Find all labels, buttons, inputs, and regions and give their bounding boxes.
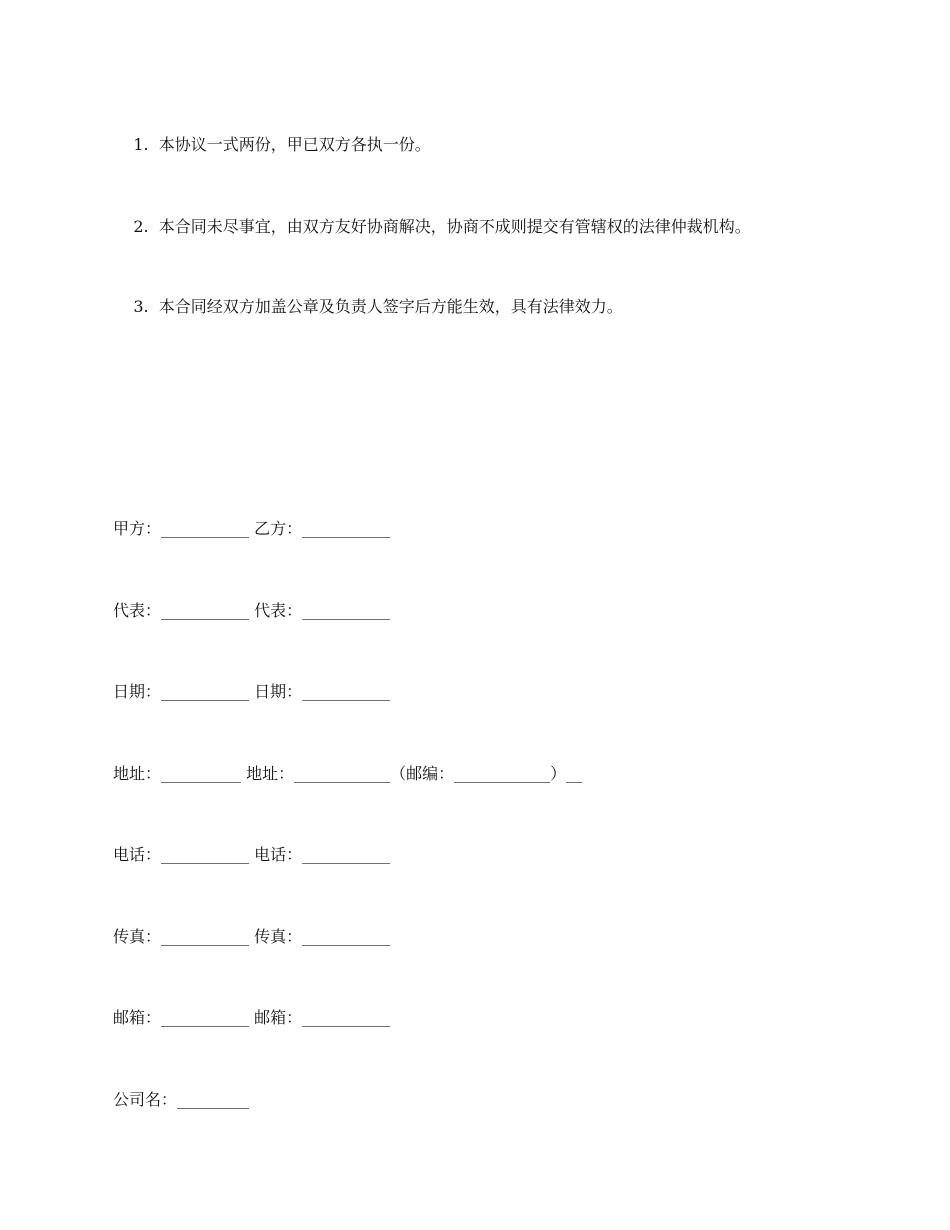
representative-line: 代表：___________ 代表：___________: [113, 601, 391, 620]
fax-line: 传真：___________ 传真：___________: [113, 927, 391, 946]
email-line: 邮箱：___________ 邮箱：___________: [113, 1008, 391, 1027]
clause-text: 本合同经双方加盖公章及负责人签字后方能生效，具有法律效力。: [158, 297, 623, 316]
clause-text: 本协议一式两份，甲已双方各执一份。: [158, 135, 431, 154]
clause-text: 本合同未尽事宜，由双方友好协商解决，协商不成则提交有管辖权的法律仲裁机构。: [158, 217, 751, 236]
party-line: 甲方：___________ 乙方：___________: [113, 519, 391, 538]
clause-number: 1.: [133, 135, 149, 154]
clause-2: [113, 197, 751, 236]
address-line: 地址：__________ 地址：____________（邮编：____________）__: [113, 764, 583, 783]
clause-number: 3.: [133, 297, 149, 316]
phone-line: 电话：___________ 电话：___________: [113, 845, 391, 864]
clause-1: [113, 115, 431, 154]
clause-number: 2.: [133, 217, 149, 236]
date-line: 日期：___________ 日期：___________: [113, 682, 391, 701]
clause-3: [113, 277, 623, 316]
company-name-line: 公司名：_________: [113, 1090, 250, 1109]
